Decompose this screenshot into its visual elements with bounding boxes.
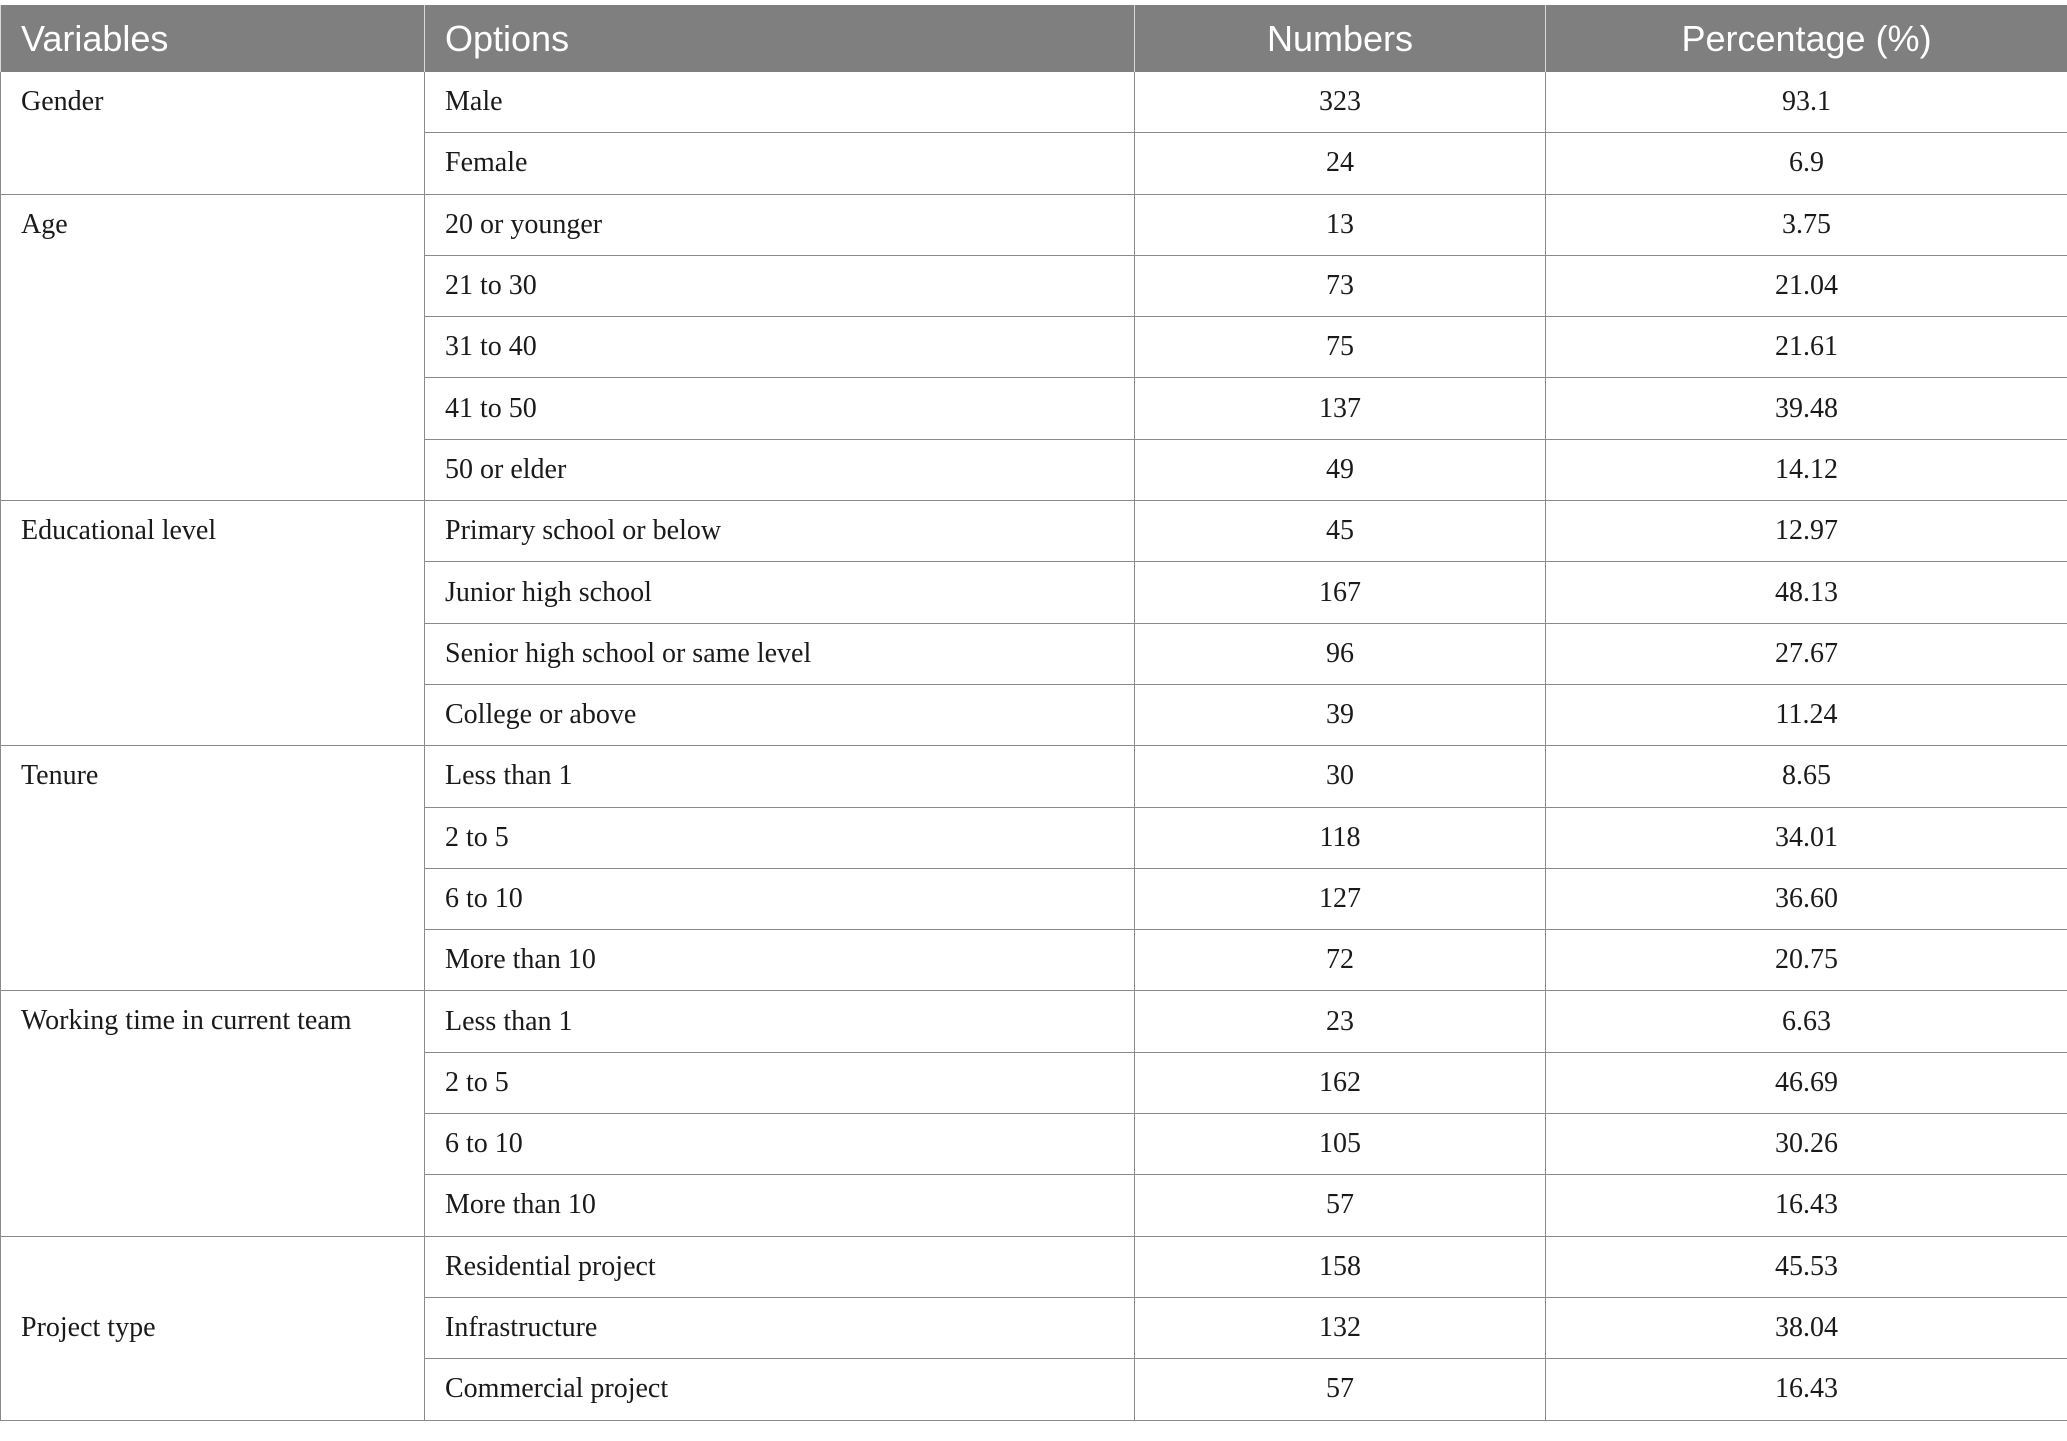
percentage-cell: 3.75	[1546, 194, 2067, 255]
option-cell: Less than 1	[425, 746, 1135, 807]
option-cell: More than 10	[425, 930, 1135, 991]
percentage-cell: 16.43	[1546, 1359, 2067, 1420]
variable-cell: Age	[1, 194, 425, 500]
variable-cell: Tenure	[1, 746, 425, 991]
number-cell: 323	[1135, 72, 1546, 133]
option-cell: Commercial project	[425, 1359, 1135, 1420]
option-cell: Primary school or below	[425, 501, 1135, 562]
number-cell: 49	[1135, 439, 1546, 500]
percentage-cell: 93.1	[1546, 72, 2067, 133]
header-percentage: Percentage (%)	[1546, 5, 2067, 72]
percentage-cell: 48.13	[1546, 562, 2067, 623]
percentage-cell: 36.60	[1546, 868, 2067, 929]
percentage-cell: 6.63	[1546, 991, 2067, 1052]
option-cell: Less than 1	[425, 991, 1135, 1052]
number-cell: 75	[1135, 317, 1546, 378]
table-row	[1, 1236, 2067, 1297]
percentage-cell: 6.9	[1546, 133, 2067, 194]
percentage-cell: 27.67	[1546, 623, 2067, 684]
table-row	[1, 746, 2067, 807]
percentage-cell: 21.61	[1546, 317, 2067, 378]
option-cell: 41 to 50	[425, 378, 1135, 439]
variable-cell: Project type	[1, 1236, 425, 1420]
number-cell: 57	[1135, 1359, 1546, 1420]
table-row	[1, 194, 2067, 255]
option-cell: Junior high school	[425, 562, 1135, 623]
percentage-cell: 21.04	[1546, 255, 2067, 316]
number-cell: 13	[1135, 194, 1546, 255]
option-cell: Male	[425, 72, 1135, 133]
number-cell: 132	[1135, 1297, 1546, 1358]
option-cell: College or above	[425, 684, 1135, 745]
number-cell: 57	[1135, 1175, 1546, 1236]
table-row	[1, 72, 2067, 133]
number-cell: 96	[1135, 623, 1546, 684]
number-cell: 72	[1135, 930, 1546, 991]
option-cell: 31 to 40	[425, 317, 1135, 378]
variable-cell: Educational level	[1, 501, 425, 746]
option-cell: 6 to 10	[425, 1114, 1135, 1175]
header-options: Options	[425, 5, 1135, 72]
option-cell: 20 or younger	[425, 194, 1135, 255]
option-cell: 2 to 5	[425, 1052, 1135, 1113]
percentage-cell: 14.12	[1546, 439, 2067, 500]
percentage-cell: 46.69	[1546, 1052, 2067, 1113]
number-cell: 162	[1135, 1052, 1546, 1113]
option-cell: 2 to 5	[425, 807, 1135, 868]
header-row	[1, 5, 2067, 72]
percentage-cell: 34.01	[1546, 807, 2067, 868]
table-row	[1, 501, 2067, 562]
percentage-cell: 8.65	[1546, 746, 2067, 807]
option-cell: Female	[425, 133, 1135, 194]
number-cell: 73	[1135, 255, 1546, 316]
number-cell: 137	[1135, 378, 1546, 439]
number-cell: 24	[1135, 133, 1546, 194]
option-cell: 6 to 10	[425, 868, 1135, 929]
percentage-cell: 38.04	[1546, 1297, 2067, 1358]
percentage-cell: 20.75	[1546, 930, 2067, 991]
number-cell: 39	[1135, 684, 1546, 745]
option-cell: More than 10	[425, 1175, 1135, 1236]
percentage-cell: 11.24	[1546, 684, 2067, 745]
percentage-cell: 16.43	[1546, 1175, 2067, 1236]
number-cell: 105	[1135, 1114, 1546, 1175]
table-body	[1, 72, 2067, 1420]
demographics-table	[0, 5, 2067, 1421]
percentage-cell: 45.53	[1546, 1236, 2067, 1297]
option-cell: 50 or elder	[425, 439, 1135, 500]
number-cell: 127	[1135, 868, 1546, 929]
percentage-cell: 39.48	[1546, 378, 2067, 439]
number-cell: 158	[1135, 1236, 1546, 1297]
option-cell: 21 to 30	[425, 255, 1135, 316]
table-row	[1, 991, 2067, 1052]
option-cell: Senior high school or same level	[425, 623, 1135, 684]
header-variables: Variables	[1, 5, 425, 72]
number-cell: 118	[1135, 807, 1546, 868]
number-cell: 45	[1135, 501, 1546, 562]
header-numbers: Numbers	[1135, 5, 1546, 72]
number-cell: 167	[1135, 562, 1546, 623]
variable-cell: Gender	[1, 72, 425, 194]
percentage-cell: 12.97	[1546, 501, 2067, 562]
variable-cell: Working time in current team	[1, 991, 425, 1236]
option-cell: Residential project	[425, 1236, 1135, 1297]
percentage-cell: 30.26	[1546, 1114, 2067, 1175]
option-cell: Infrastructure	[425, 1297, 1135, 1358]
number-cell: 30	[1135, 746, 1546, 807]
table-header	[1, 5, 2067, 72]
number-cell: 23	[1135, 991, 1546, 1052]
